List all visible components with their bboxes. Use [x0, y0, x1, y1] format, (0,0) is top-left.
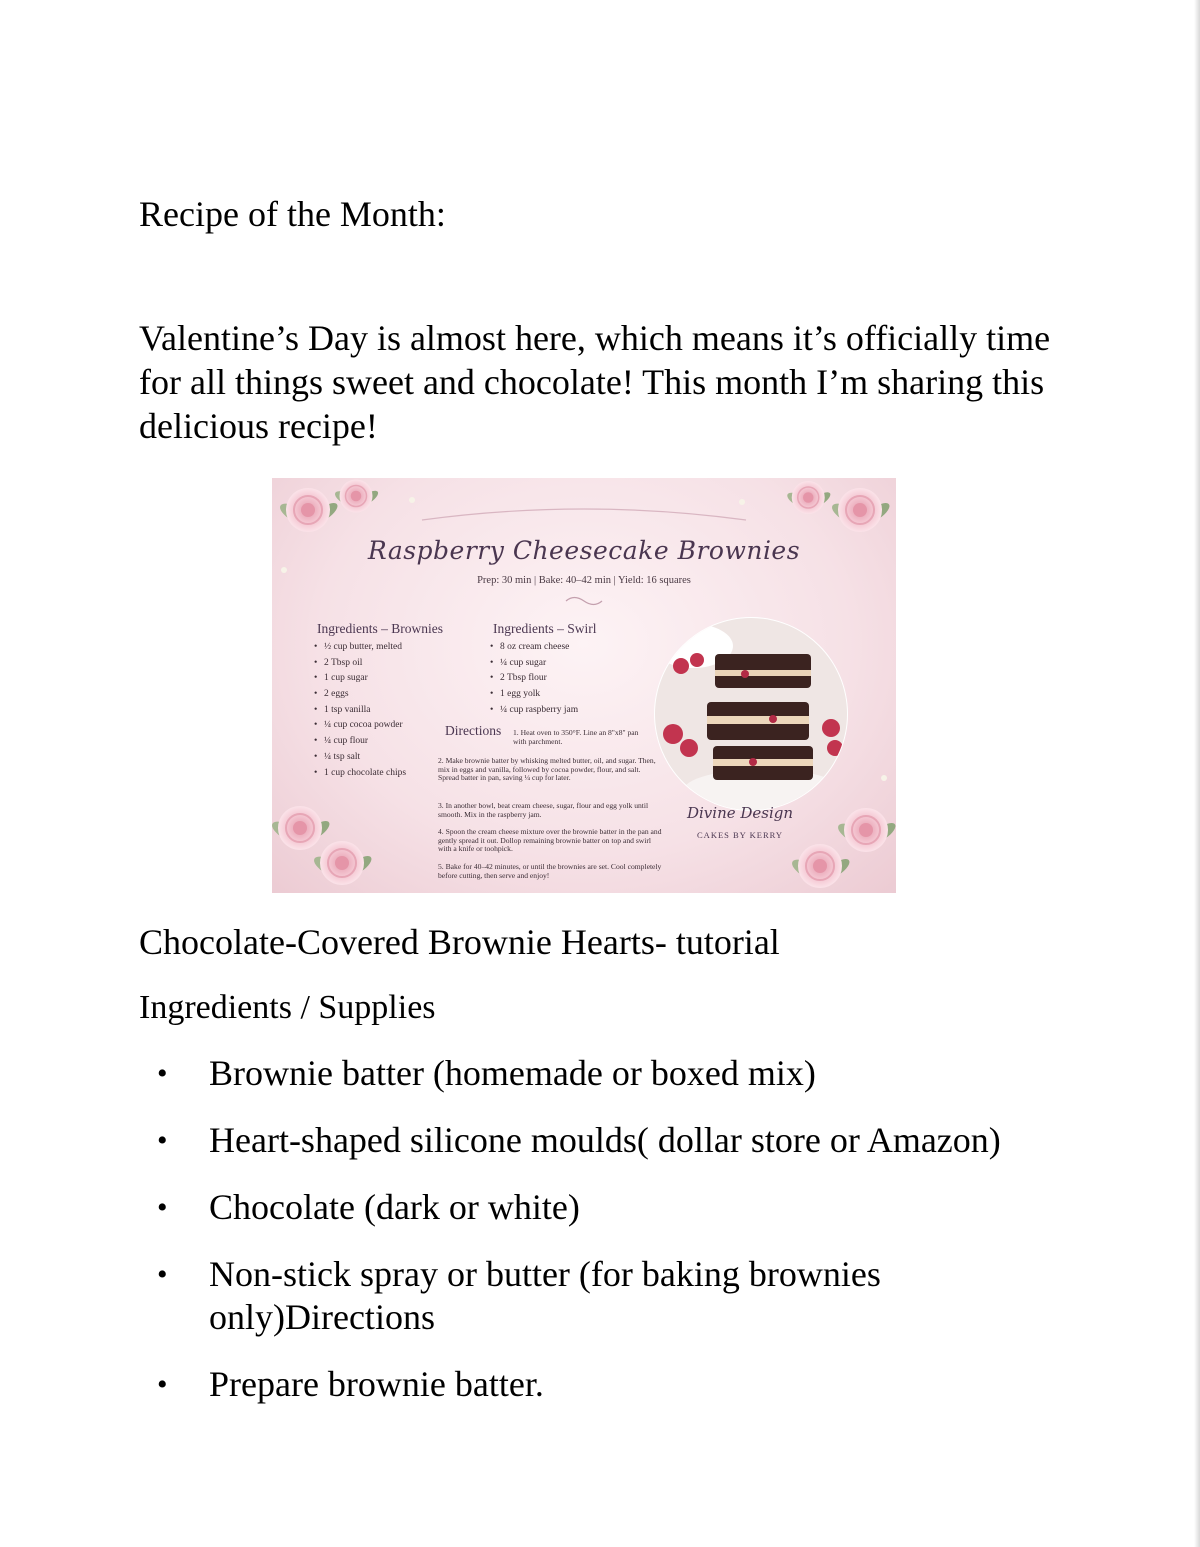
list-item: • ¼ cup flour: [314, 734, 406, 750]
direction-step: 1. Heat oven to 350°F. Line an 8"x8" pan with parchment.: [513, 728, 639, 746]
direction-step: 3. In another bowl, beat cream cheese, sugar, flour and egg yolk until smooth. Mix in the raspberry jam.: [438, 801, 649, 819]
list-item-text: Non-stick spray or butter (for baking brownies only)Directions: [209, 1254, 881, 1337]
page-heading: Recipe of the Month:: [139, 194, 446, 234]
list-item: • ¼ cup cocoa powder: [314, 718, 406, 734]
list-item: • 2 Tbsp oil: [314, 656, 406, 672]
page-edge-shadow: [1194, 0, 1200, 1547]
list-item: • 8 oz cream cheese: [490, 640, 578, 656]
bullet: •: [157, 1258, 168, 1291]
list-item-text: Brownie batter (homemade or boxed mix): [209, 1053, 816, 1093]
bullet: •: [157, 1368, 168, 1401]
tutorial-title: Chocolate-Covered Brownie Hearts- tutorial: [139, 922, 780, 962]
recipe-card-image: [272, 478, 896, 893]
list-item: [139, 1363, 1059, 1406]
list-item: [139, 1253, 1059, 1339]
ornament-divider: [564, 594, 604, 608]
bullet: •: [157, 1057, 168, 1090]
supplies-list: [139, 1052, 1059, 1430]
swirl-ingredients-heading: Ingredients – Swirl: [493, 621, 597, 636]
list-item: • ¼ cup raspberry jam: [490, 703, 578, 719]
direction-step: 5. Bake for 40–42 minutes, or until the brownies are set. Cool completely before cutting, then serve and enjoy!: [438, 862, 662, 880]
list-item-text: Chocolate (dark or white): [209, 1187, 580, 1227]
list-item: • 1 egg yolk: [490, 687, 578, 703]
brownies-ingredients-heading: Ingredients – Brownies: [317, 621, 443, 636]
list-item: • 1 cup sugar: [314, 671, 406, 687]
list-item: [139, 1052, 1059, 1095]
intro-paragraph: Valentine’s Day is almost here, which means it’s officially time for all things sweet and chocolate! This month I’m sharing this delicious recipe!: [139, 318, 1051, 446]
list-item: [139, 1186, 1059, 1229]
bullet: •: [157, 1124, 168, 1157]
brand-logo-name: Divine Design: [686, 804, 794, 822]
list-item: • ¼ cup sugar: [490, 656, 578, 672]
direction-step: 4. Spoon the cream cheese mixture over the brownie batter in the pan and gently spread it out. Dollop remaining brownie batter on top and swirl with a knife or toohpick.: [438, 827, 662, 854]
recipe-meta: Prep: 30 min | Bake: 40–42 min | Yield: 16 squares: [477, 575, 691, 586]
brand-logo-subtitle: CAKES BY KERRY: [697, 830, 783, 840]
supplies-heading: Ingredients / Supplies: [139, 989, 436, 1026]
bullet: •: [157, 1191, 168, 1224]
list-item: • 1 cup chocolate chips: [314, 766, 406, 782]
list-item: • 2 Tbsp flour: [490, 671, 578, 687]
list-item: • 1 tsp vanilla: [314, 703, 406, 719]
recipe-title: Raspberry Cheesecake Brownies: [367, 536, 801, 565]
list-item: • ½ cup butter, melted: [314, 640, 406, 656]
direction-step: 2. Make brownie batter by whisking melted butter, oil, and sugar. Then, mix in eggs and vanilla, followed by cocoa powder, flour, and salt. Spread batter in pan, saving ¼ cup for later.: [438, 756, 656, 783]
list-item-text: Prepare brownie batter.: [209, 1364, 544, 1404]
list-item-text: Heart-shaped silicone moulds( dollar store or Amazon): [209, 1120, 1001, 1160]
list-item: [139, 1119, 1059, 1162]
brownies-ingredients-list: [314, 640, 406, 781]
brownies-photo: [653, 616, 849, 812]
list-item: • 2 eggs: [314, 687, 406, 703]
directions-heading: Directions: [445, 723, 502, 738]
swirl-ingredients-list: [490, 640, 578, 718]
list-item: • ¼ tsp salt: [314, 750, 406, 766]
